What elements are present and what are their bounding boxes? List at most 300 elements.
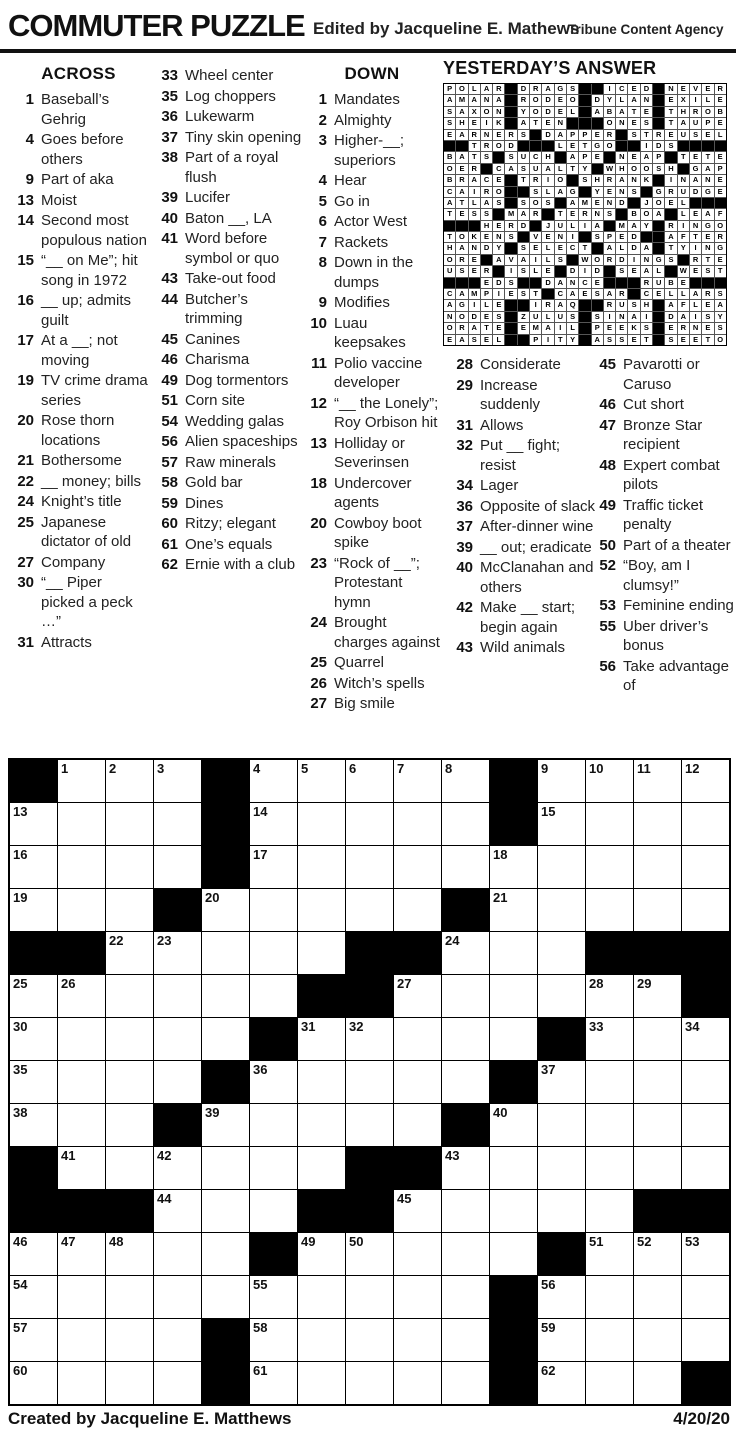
grid-cell[interactable]: [442, 1190, 489, 1232]
clue-item: [152, 66, 302, 86]
grid-cell[interactable]: [346, 1061, 393, 1103]
answer-cell-black: [469, 278, 480, 288]
grid-cell[interactable]: [394, 846, 441, 888]
grid-cell[interactable]: [10, 846, 57, 888]
answer-cell-black: [653, 323, 664, 333]
answer-cell: Y: [715, 312, 726, 322]
answer-cell-black: [628, 198, 639, 208]
grid-cell[interactable]: [394, 760, 441, 802]
grid-cell[interactable]: [634, 1018, 681, 1060]
grid-cell[interactable]: [538, 1276, 585, 1318]
grid-cell[interactable]: [682, 1319, 729, 1361]
answer-cell: S: [628, 187, 639, 197]
grid-cell[interactable]: [154, 975, 201, 1017]
grid-cell[interactable]: [394, 1018, 441, 1060]
grid-cell[interactable]: [586, 975, 633, 1017]
grid-cell[interactable]: [154, 803, 201, 845]
grid-cell-black: [250, 1233, 297, 1275]
grid-cell[interactable]: [154, 760, 201, 802]
grid-cell[interactable]: [106, 803, 153, 845]
grid-cell[interactable]: [154, 1018, 201, 1060]
answer-cell: S: [702, 266, 713, 276]
grid-cell[interactable]: [106, 1061, 153, 1103]
grid-cell[interactable]: [250, 1276, 297, 1318]
clue-item: [8, 90, 149, 129]
grid-cell[interactable]: [154, 1061, 201, 1103]
grid-cell[interactable]: [154, 932, 201, 974]
answer-cell: A: [456, 289, 467, 299]
grid-cell[interactable]: [442, 1233, 489, 1275]
grid-cell[interactable]: [682, 760, 729, 802]
answer-cell: O: [481, 107, 492, 117]
grid-cell[interactable]: [250, 932, 297, 974]
grid-cell[interactable]: [490, 975, 537, 1017]
grid-cell[interactable]: [490, 1190, 537, 1232]
answer-cell: A: [690, 289, 701, 299]
grid-cell[interactable]: [58, 803, 105, 845]
grid-cell[interactable]: [298, 1233, 345, 1275]
clue-number: 39: [161, 189, 178, 206]
grid-cell[interactable]: [634, 1276, 681, 1318]
clue-number: 19: [17, 372, 34, 389]
grid-cell[interactable]: [442, 1319, 489, 1361]
grid-cell[interactable]: [154, 1276, 201, 1318]
grid-cell[interactable]: [442, 1018, 489, 1060]
grid-cell[interactable]: [250, 1104, 297, 1146]
grid-cell[interactable]: [442, 760, 489, 802]
grid-cell[interactable]: [442, 803, 489, 845]
grid-cell[interactable]: [394, 889, 441, 931]
answer-cell: K: [493, 118, 504, 128]
grid-cell[interactable]: [634, 1362, 681, 1404]
grid-cell[interactable]: [250, 975, 297, 1017]
answer-cell: S: [505, 232, 516, 242]
answer-cell: J: [641, 198, 652, 208]
grid-cell[interactable]: [634, 1319, 681, 1361]
grid-cell[interactable]: [298, 1362, 345, 1404]
grid-cell-black: [202, 1362, 249, 1404]
answer-cell: S: [518, 198, 529, 208]
grid-cell[interactable]: [586, 1233, 633, 1275]
grid-cell[interactable]: [250, 846, 297, 888]
grid-cell[interactable]: [106, 932, 153, 974]
answer-cell: N: [555, 232, 566, 242]
grid-cell[interactable]: [442, 1362, 489, 1404]
grid-cell[interactable]: [586, 1018, 633, 1060]
clue-text: Wheel center: [185, 67, 274, 84]
grid-cell[interactable]: [394, 1190, 441, 1232]
yesterdays-answer-panel: [443, 58, 733, 346]
grid-cell[interactable]: [394, 1276, 441, 1318]
grid-cell[interactable]: [490, 889, 537, 931]
cell-number: 3: [157, 761, 165, 776]
grid-cell[interactable]: [58, 1104, 105, 1146]
grid-cell[interactable]: [106, 1104, 153, 1146]
clue-number: 27: [17, 553, 34, 571]
clue-number: 62: [161, 556, 178, 573]
grid-cell[interactable]: [394, 1233, 441, 1275]
answer-cell: S: [444, 118, 455, 128]
answer-cell: U: [444, 266, 455, 276]
grid-cell[interactable]: [58, 1362, 105, 1404]
grid-cell[interactable]: [538, 1362, 585, 1404]
grid-cell[interactable]: [682, 1061, 729, 1103]
clue-text: “__ on Me”; hit song in 1972: [41, 252, 138, 289]
clue-text: Uber driver’s bonus: [623, 617, 709, 654]
grid-cell[interactable]: [298, 1104, 345, 1146]
grid-cell[interactable]: [586, 1147, 633, 1189]
cell-number: 61: [253, 1363, 268, 1378]
grid-cell[interactable]: [250, 803, 297, 845]
answer-cell: V: [505, 255, 516, 265]
grid-cell[interactable]: [586, 1276, 633, 1318]
answer-cell: E: [493, 175, 504, 185]
answer-cell: I: [641, 141, 652, 151]
grid-cell[interactable]: [298, 1061, 345, 1103]
grid-cell[interactable]: [442, 975, 489, 1017]
answer-cell: A: [628, 221, 639, 231]
grid-cell[interactable]: [106, 1147, 153, 1189]
grid-cell[interactable]: [10, 889, 57, 931]
grid-cell-black: [682, 932, 729, 974]
clue-text: Holliday or Severinsen: [334, 434, 410, 471]
grid-cell[interactable]: [106, 760, 153, 802]
clue-number: 54: [161, 412, 178, 430]
grid-cell[interactable]: [106, 889, 153, 931]
grid-cell[interactable]: [250, 1061, 297, 1103]
answer-cell: R: [530, 175, 541, 185]
grid-cell[interactable]: [394, 1061, 441, 1103]
grid-cell[interactable]: [106, 1276, 153, 1318]
answer-cell: E: [690, 209, 701, 219]
grid-cell[interactable]: [250, 760, 297, 802]
answer-cell: X: [678, 95, 689, 105]
answer-cell: A: [469, 175, 480, 185]
grid-cell[interactable]: [346, 1319, 393, 1361]
clue-text: Corn site: [185, 392, 246, 409]
answer-cell: L: [542, 187, 553, 197]
answer-cell-black: [592, 300, 603, 310]
grid-cell[interactable]: [634, 975, 681, 1017]
answer-cell-black: [592, 118, 603, 128]
down-clues-column-1: [301, 58, 443, 715]
across-clue-list-1: [8, 90, 149, 652]
grid-cell[interactable]: [394, 1104, 441, 1146]
clue-text: Ritzy; elegant: [185, 515, 276, 532]
grid-cell[interactable]: [490, 846, 537, 888]
clue-number: 8: [318, 254, 327, 271]
grid-cell[interactable]: [250, 1319, 297, 1361]
answer-cell: T: [702, 255, 713, 265]
grid-cell[interactable]: [58, 975, 105, 1017]
grid-cell[interactable]: [538, 1147, 585, 1189]
grid-cell[interactable]: [202, 1018, 249, 1060]
grid-cell[interactable]: [154, 1190, 201, 1232]
grid-cell[interactable]: [634, 760, 681, 802]
answer-cell: S: [715, 289, 726, 299]
grid-cell[interactable]: [442, 1276, 489, 1318]
grid-cell[interactable]: [154, 1233, 201, 1275]
grid-cell[interactable]: [682, 1104, 729, 1146]
grid-cell[interactable]: [682, 1018, 729, 1060]
grid-cell[interactable]: [10, 1319, 57, 1361]
grid-cell[interactable]: [202, 1276, 249, 1318]
grid-cell[interactable]: [634, 1147, 681, 1189]
grid-cell[interactable]: [442, 1147, 489, 1189]
grid-cell[interactable]: [394, 975, 441, 1017]
answer-cell: E: [665, 95, 676, 105]
grid-cell[interactable]: [154, 1319, 201, 1361]
grid-cell[interactable]: [682, 1233, 729, 1275]
grid-cell[interactable]: [10, 1362, 57, 1404]
answer-cell: A: [481, 84, 492, 94]
answer-cell: E: [530, 243, 541, 253]
answer-cell-black: [542, 289, 553, 299]
grid-cell[interactable]: [202, 1233, 249, 1275]
grid-cell[interactable]: [154, 1362, 201, 1404]
grid-cell[interactable]: [586, 803, 633, 845]
grid-cell[interactable]: [58, 846, 105, 888]
grid-cell[interactable]: [10, 1233, 57, 1275]
grid-cell-black: [346, 932, 393, 974]
grid-cell[interactable]: [346, 1276, 393, 1318]
grid-cell[interactable]: [538, 1190, 585, 1232]
grid-cell[interactable]: [298, 932, 345, 974]
answer-cell: G: [555, 84, 566, 94]
answer-cell: S: [542, 198, 553, 208]
grid-cell[interactable]: [346, 889, 393, 931]
answer-cell: D: [567, 266, 578, 276]
clue-number: 58: [161, 474, 178, 491]
grid-cell[interactable]: [490, 1018, 537, 1060]
grid-cell[interactable]: [250, 1190, 297, 1232]
answer-cell: O: [444, 323, 455, 333]
grid-cell[interactable]: [682, 1147, 729, 1189]
grid-cell[interactable]: [538, 846, 585, 888]
answer-cell: A: [592, 221, 603, 231]
grid-cell[interactable]: [10, 803, 57, 845]
answer-cell: A: [665, 232, 676, 242]
answer-cell: A: [678, 312, 689, 322]
clue-text: “Boy, am I clumsy!”: [623, 557, 691, 594]
grid-cell[interactable]: [634, 1233, 681, 1275]
grid-cell[interactable]: [490, 1104, 537, 1146]
answer-cell: Y: [567, 335, 578, 345]
grid-cell[interactable]: [394, 803, 441, 845]
grid-cell[interactable]: [346, 1362, 393, 1404]
grid-cell[interactable]: [586, 846, 633, 888]
clue-number: 56: [161, 433, 178, 450]
clue-text: Hear: [334, 172, 367, 189]
grid-cell[interactable]: [442, 846, 489, 888]
grid-cell[interactable]: [58, 1233, 105, 1275]
grid-cell[interactable]: [58, 1147, 105, 1189]
grid-cell[interactable]: [634, 1061, 681, 1103]
grid-cell[interactable]: [106, 846, 153, 888]
answer-cell: E: [604, 323, 615, 333]
grid-cell[interactable]: [154, 1147, 201, 1189]
grid-cell[interactable]: [682, 1276, 729, 1318]
answer-cell: S: [518, 243, 529, 253]
grid-cell[interactable]: [346, 1104, 393, 1146]
grid-cell[interactable]: [250, 1362, 297, 1404]
grid-cell[interactable]: [298, 803, 345, 845]
grid-cell[interactable]: [634, 889, 681, 931]
answer-cell-black: [604, 278, 615, 288]
cell-number: 23: [157, 933, 172, 948]
clue-text: Almighty: [334, 111, 392, 129]
answer-cell: S: [592, 232, 603, 242]
answer-cell: S: [665, 335, 676, 345]
grid-cell[interactable]: [154, 846, 201, 888]
grid-cell[interactable]: [586, 1190, 633, 1232]
grid-cell[interactable]: [490, 1147, 537, 1189]
grid-cell[interactable]: [58, 1319, 105, 1361]
grid-cell[interactable]: [106, 1362, 153, 1404]
grid-cell[interactable]: [10, 1061, 57, 1103]
answer-cell-black: [493, 152, 504, 162]
grid-cell[interactable]: [298, 1276, 345, 1318]
grid-cell-black: [202, 760, 249, 802]
answer-cell: G: [690, 164, 701, 174]
grid-cell[interactable]: [202, 889, 249, 931]
answer-cell: D: [481, 243, 492, 253]
grid-cell[interactable]: [58, 760, 105, 802]
grid-cell[interactable]: [586, 1362, 633, 1404]
grid-cell[interactable]: [538, 1104, 585, 1146]
grid-cell[interactable]: [586, 889, 633, 931]
grid-cell[interactable]: [538, 1061, 585, 1103]
answer-cell: E: [628, 152, 639, 162]
clue-item: [152, 412, 302, 432]
answer-cell: E: [481, 232, 492, 242]
grid-cell[interactable]: [58, 1061, 105, 1103]
answer-cell: S: [444, 107, 455, 117]
grid-cell[interactable]: [346, 1233, 393, 1275]
grid-cell[interactable]: [298, 846, 345, 888]
grid-cell[interactable]: [106, 1018, 153, 1060]
grid-cell[interactable]: [10, 1104, 57, 1146]
grid-cell[interactable]: [202, 975, 249, 1017]
grid-cell[interactable]: [634, 846, 681, 888]
grid-cell[interactable]: [394, 1319, 441, 1361]
grid-cell[interactable]: [298, 1018, 345, 1060]
grid-cell[interactable]: [538, 1319, 585, 1361]
clue-item: [8, 411, 149, 450]
grid-cell[interactable]: [58, 1018, 105, 1060]
grid-cell[interactable]: [586, 1319, 633, 1361]
clue-item: [152, 391, 302, 411]
grid-cell[interactable]: [682, 889, 729, 931]
grid-cell[interactable]: [106, 975, 153, 1017]
answer-cell: A: [493, 255, 504, 265]
grid-cell[interactable]: [202, 1104, 249, 1146]
answer-cell: I: [567, 232, 578, 242]
grid-cell-black: [394, 1147, 441, 1189]
clue-number: 61: [161, 535, 178, 553]
grid-cell[interactable]: [250, 889, 297, 931]
cell-number: 54: [13, 1277, 28, 1292]
answer-cell: U: [678, 130, 689, 140]
grid-cell[interactable]: [490, 1233, 537, 1275]
grid-cell[interactable]: [202, 1190, 249, 1232]
grid-cell[interactable]: [106, 1319, 153, 1361]
clue-number: 13: [310, 434, 327, 452]
answer-cell: O: [555, 175, 566, 185]
clue-text: Considerate: [480, 356, 561, 373]
answer-cell: E: [715, 187, 726, 197]
grid-cell[interactable]: [298, 760, 345, 802]
grid-cell[interactable]: [58, 889, 105, 931]
answer-cell-black: [702, 141, 713, 151]
answer-cell: L: [530, 266, 541, 276]
grid-cell[interactable]: [586, 1104, 633, 1146]
grid-cell[interactable]: [442, 1061, 489, 1103]
grid-cell[interactable]: [442, 932, 489, 974]
grid-cell[interactable]: [298, 889, 345, 931]
grid-cell[interactable]: [346, 803, 393, 845]
down-clue-list-2: [447, 355, 597, 658]
cell-number: 32: [349, 1019, 364, 1034]
answer-cell-black: [505, 175, 516, 185]
grid-cell[interactable]: [490, 932, 537, 974]
grid-cell[interactable]: [394, 1362, 441, 1404]
answer-cell: O: [641, 164, 652, 174]
grid-cell[interactable]: [538, 932, 585, 974]
grid-cell[interactable]: [10, 1018, 57, 1060]
cell-number: 22: [109, 933, 124, 948]
clue-item: [590, 496, 736, 535]
answer-cell: R: [469, 164, 480, 174]
grid-cell[interactable]: [538, 975, 585, 1017]
answer-cell: A: [616, 175, 627, 185]
grid-cell[interactable]: [586, 1061, 633, 1103]
grid-cell[interactable]: [538, 803, 585, 845]
answer-cell: A: [518, 209, 529, 219]
grid-cell[interactable]: [634, 1104, 681, 1146]
grid-cell[interactable]: [346, 846, 393, 888]
grid-cell[interactable]: [538, 889, 585, 931]
answer-cell: S: [518, 266, 529, 276]
grid-cell[interactable]: [682, 803, 729, 845]
grid-cell[interactable]: [202, 932, 249, 974]
grid-cell[interactable]: [538, 760, 585, 802]
grid-cell[interactable]: [346, 1018, 393, 1060]
clue-text: Witch’s spells: [334, 674, 425, 692]
grid-cell-black: [442, 1104, 489, 1146]
grid-cell[interactable]: [10, 975, 57, 1017]
answer-cell: A: [444, 95, 455, 105]
grid-cell[interactable]: [58, 1276, 105, 1318]
answer-cell: A: [456, 152, 467, 162]
grid-cell[interactable]: [202, 1147, 249, 1189]
grid-cell[interactable]: [346, 760, 393, 802]
grid-cell[interactable]: [298, 1147, 345, 1189]
answer-cell: U: [555, 312, 566, 322]
clue-text: After-dinner wine: [480, 518, 594, 535]
grid-cell[interactable]: [586, 760, 633, 802]
grid-cell[interactable]: [298, 1319, 345, 1361]
grid-cell[interactable]: [250, 1147, 297, 1189]
grid-cell[interactable]: [634, 803, 681, 845]
answer-cell-black: [505, 107, 516, 117]
grid-cell[interactable]: [10, 1276, 57, 1318]
answer-cell-black: [665, 209, 676, 219]
answer-cell: L: [469, 198, 480, 208]
grid-cell[interactable]: [682, 846, 729, 888]
answer-cell: L: [653, 266, 664, 276]
grid-cell[interactable]: [106, 1233, 153, 1275]
